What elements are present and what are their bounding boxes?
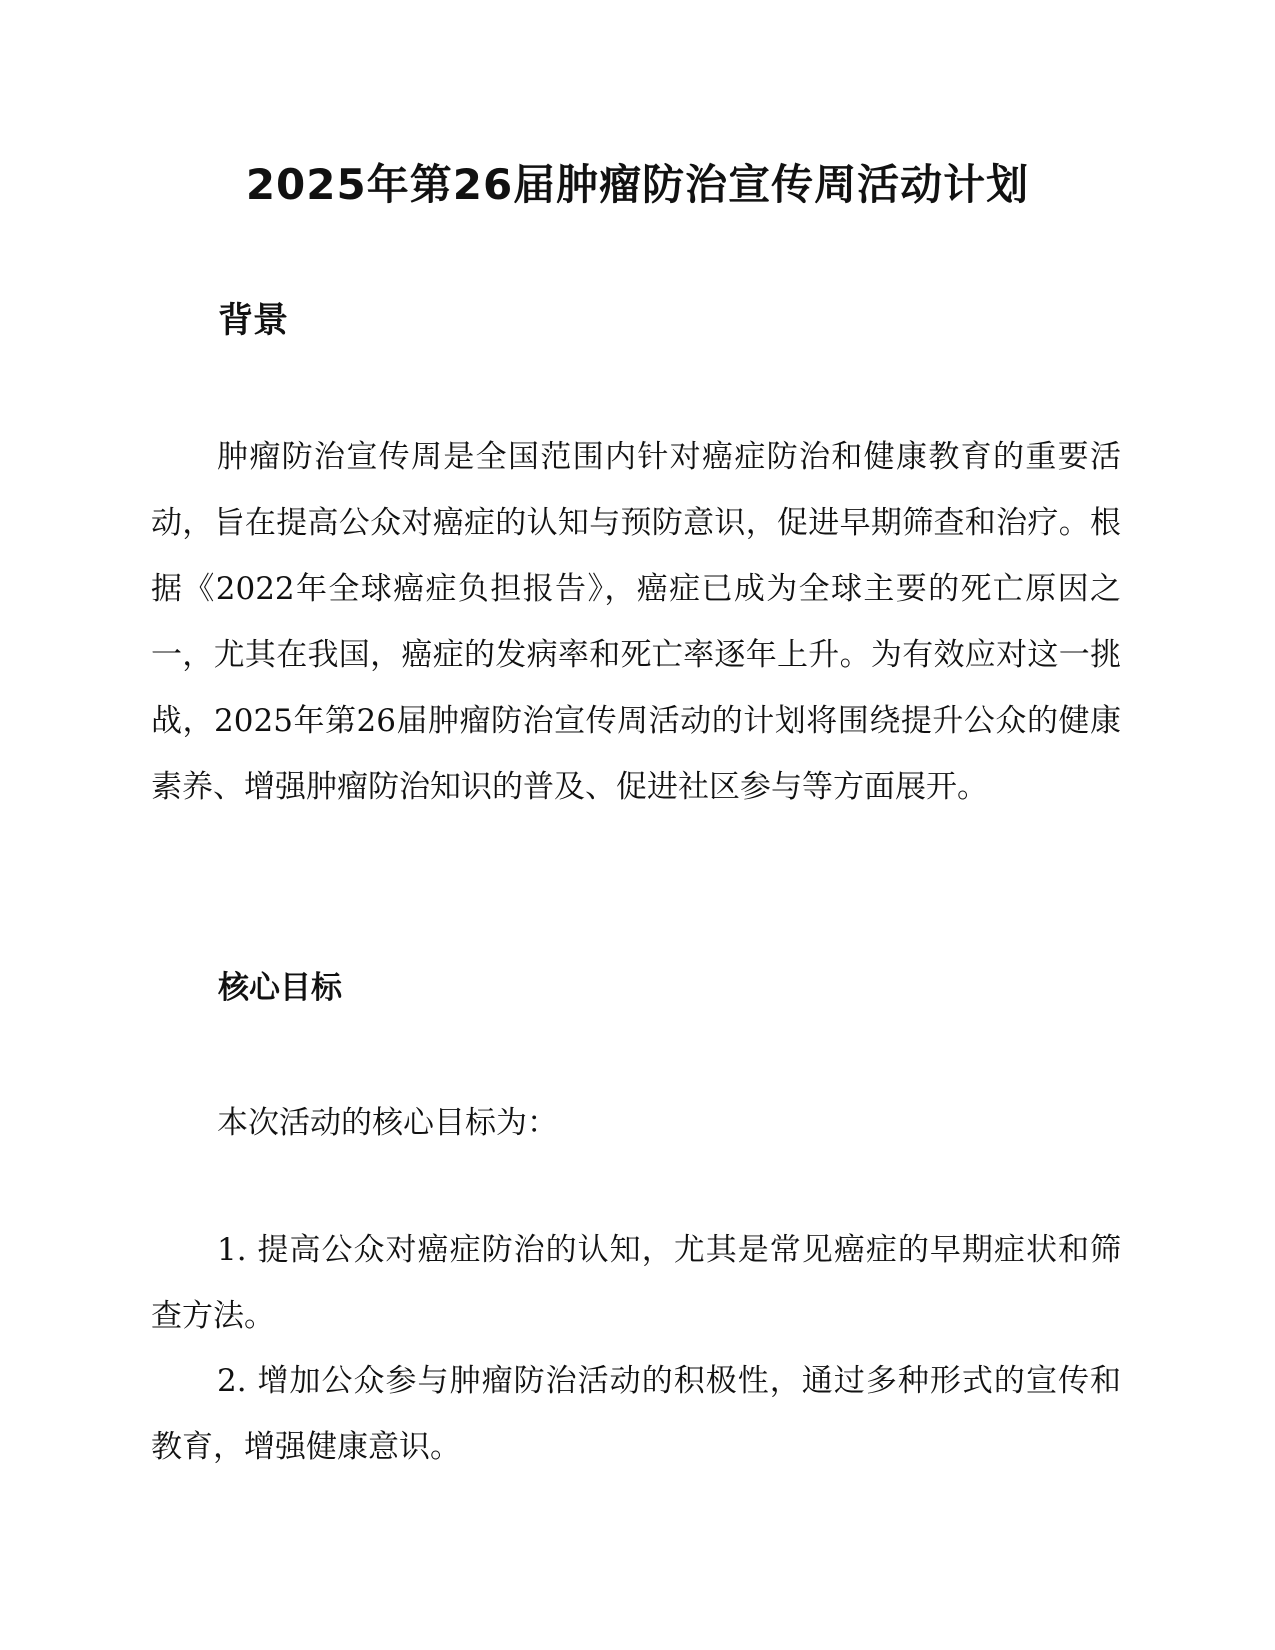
background-paragraph: 肿瘤防治宣传周是全国范围内针对癌症防治和健康教育的重要活动，旨在提高公众对癌症的认知与预防意识，促进早期筛查和治疗。根据《2022年全球癌症负担报告》，癌症已成为全球主要的死亡原因之一，尤其在我国，癌症的发病率和死亡率逐年上升。为有效应对这一挑战，2025年第26届肿瘤防治宣传周活动的计划将围绕提升公众的健康素养、增强肿瘤防治知识的普及、促进社区参与等方面展开。 — [151, 439, 1121, 805]
goal-list-item: 1. 提高公众对癌症防治的认知，尤其是常见癌症的早期症状和筛查方法。 — [151, 1232, 1121, 1334]
section-heading-core-goals: 核心目标 — [218, 970, 342, 1006]
goal-list-item: 2. 增加公众参与肿瘤防治活动的积极性，通过多种形式的宣传和教育，增强健康意识。 — [151, 1363, 1121, 1465]
section-heading-background: 背景 — [218, 301, 289, 341]
document-title: 2025年第26届肿瘤防治宣传周活动计划 — [245, 160, 1030, 209]
core-goals-intro: 本次活动的核心目标为： — [217, 1105, 558, 1141]
